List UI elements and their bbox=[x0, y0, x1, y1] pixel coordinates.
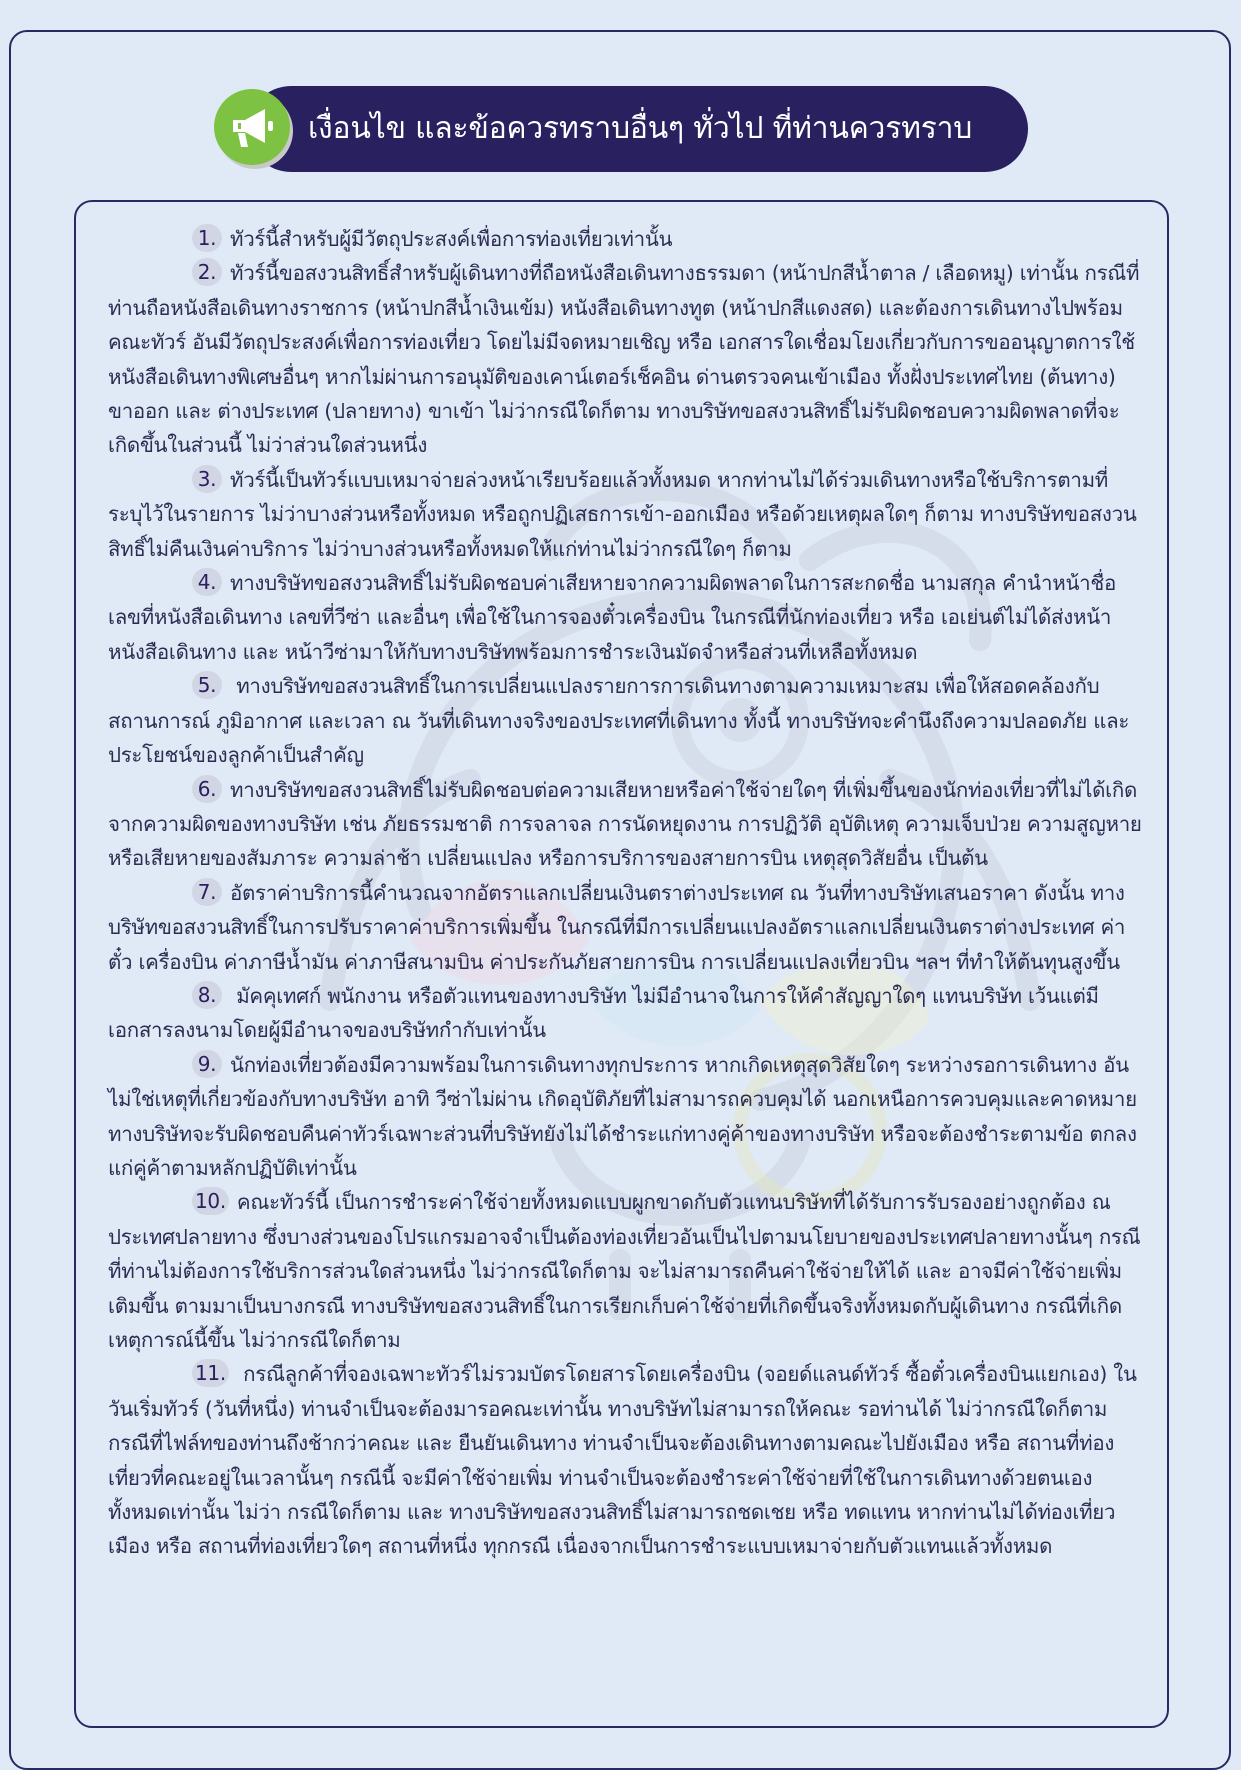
item-text: ทางบริษัทขอสงวนสิทธิ์ในการเปลี่ยนแปลงรายการการเดินทางตามความเหมาะสม เพื่อให้สอดคล้องกับ สถานการณ์ ภูมิอากาศ และเวลา ณ วันที่เดินทางจริงของประเทศที่เดินทาง ทั้งนี้ ทางบริษัทจะคำนึงถึงความปลอดภัย และ ประโยชน์ของลูกค้าเป็นสำคัญ bbox=[108, 674, 1130, 768]
item-text: คณะทัวร์นี้ เป็นการชำระค่าใช้จ่ายทั้งหมดแบบผูกขาดกับตัวแทนบริษัทที่ได้รับการรับรองอย่างถูกต้อง ณ ประเทศปลายทาง ซึ่งบางส่วนของโปรแกรมอาจจำเป็นต้องท่องเที่ยวอันเป็นไปตามนโยบายของประเทศปลายทางนั้นๆ กรณีที่ท่านไม่ต้องการใช้บริการส่วนใดส่วนหนึ่ง ไม่ว่ากรณีใดก็ตาม จะไม่สามารถคืนค่าใช้จ่ายให้ได้ และ อาจมีค่าใช้จ่ายเพิ่มเติมขึ้น ตามมาเป็นบางกรณี ทางบริษัทขอสงวนสิทธิ์ในการเรียกเก็บค่าใช้จ่ายที่เกิดขึ้นจริงทั้งหมดกับผู้เดินทาง กรณีที่เกิดเหตุการณ์นี้ขึ้น ไม่ว่ากรณีใดก็ตาม bbox=[108, 1190, 1141, 1352]
list-item bbox=[108, 1185, 1142, 1357]
list-item bbox=[108, 669, 1142, 772]
item-number: 9. bbox=[192, 1050, 222, 1078]
item-text: นักท่องเที่ยวต้องมีความพร้อมในการเดินทางทุกประการ หากเกิดเหตุสุดวิสัยใดๆ ระหว่างรอการเดินทาง อันไม่ใช่เหตุที่เกี่ยวข้องกับทางบริษัท อาทิ วีซ่าไม่ผ่าน เกิดอุบัติภัยที่ไม่สามารถควบคุมได้ นอกเหนือการควบคุมและคาดหมาย ทางบริษัทจะรับผิดชอบคืนค่าทัวร์เฉพาะส่วนที่บริษัทยังไม่ได้ชำระแก่ทางคู่ค้าของทางบริษัท หรือจะต้องชำระตามข้อ ตกลงแก่คู่ค้าตามหลักปฏิบัติเท่านั้น bbox=[108, 1052, 1137, 1180]
item-text: ทางบริษัทขอสงวนสิทธิ์ไม่รับผิดชอบต่อความเสียหายหรือค่าใช้จ่ายใดๆ ที่เพิ่มขึ้นของนักท่องเที่ยวที่ไม่ได้เกิดจากความผิดของทางบริษัท เช่น ภัยธรรมชาติ การจลาจล การนัดหยุดงาน การปฏิวัติ อุบัติเหตุ ความเจ็บป่วย ความสูญหายหรือเสียหายของสัมภาระ ความล่าช้า เปลี่ยนแปลง หรือการบริการของสายการบิน เหตุสุดวิสัยอื่น เป็นต้น bbox=[108, 777, 1142, 871]
item-number: 6. bbox=[192, 775, 222, 803]
list-item bbox=[108, 222, 1142, 256]
item-text: อัตราค่าบริการนี้คำนวณจากอัตราแลกเปลี่ยนเงินตราต่างประเทศ ณ วันที่ทางบริษัทเสนอราคา ดังนั้น ทางบริษัทขอสงวนสิทธิ์ในการปรับราคาค่าบริการเพิ่มขึ้น ในกรณีที่มีการเปลี่ยนแปลงอัตราแลกเปลี่ยนเงินตราต่างประเทศ ค่าตั๋ว เครื่องบิน ค่าภาษีน้ำมัน ค่าภาษีสนามบิน ค่าประกันภัยสายการบิน การเปลี่ยนแปลงเที่ยวบิน ฯลฯ ที่ทำให้ต้นทุนสูงขึ้น bbox=[108, 880, 1126, 974]
item-text: ทัวร์นี้ขอสงวนสิทธิ์สำหรับผู้เดินทางที่ถือหนังสือเดินทางธรรมดา (หน้าปกสีน้ำตาล / เลือดหมู) เท่านั้น กรณีที่ท่านถือหนังสือเดินทางราชการ (หน้าปกสีน้ำเงินเข้ม) หนังสือเดินทางทูต (หน้าปกสีแดงสด) และต้องการเดินทางไปพร้อมคณะทัวร์ อันมีวัตถุประสงค์เพื่อการท่องเที่ยว โดยไม่มีจดหมายเชิญ หรือ เอกสารใดเชื่อมโยงเกี่ยวกับการขออนุญาตการใช้หนังสือเดินทางพิเศษอื่นๆ หากไม่ผ่านการอนุมัติของเคาน์เตอร์เช็คอิน ด่านตรวจคนเข้าเมือง ทั้งฝั่งประเทศไทย (ต้นทาง) ขาออก และ ต่างประเทศ (ปลายทาง) ขาเข้า ไม่ว่ากรณีใดก็ตาม ทางบริษัทขอสงวนสิทธิ์ไม่รับผิดชอบความผิดพลาดที่จะเกิดขึ้นในส่วนนี้ ไม่ว่าส่วนใดส่วนหนึ่ง bbox=[108, 261, 1140, 458]
item-text: ทัวร์นี้เป็นทัวร์แบบเหมาจ่ายล่วงหน้าเรียบร้อยแล้วทั้งหมด หากท่านไม่ได้ร่วมเดินทางหรือใช้บริการตามที่ระบุไว้ในรายการ ไม่ว่าบางส่วนหรือทั้งหมด หรือถูกปฏิเสธการเข้า-ออกเมือง หรือด้วยเหตุผลใดๆ ก็ตาม ทางบริษัทขอสงวนสิทธิ์ไม่คืนเงินค่าบริการ ไม่ว่าบางส่วนหรือทั้งหมดให้แก่ท่านไม่ว่ากรณีใดๆ ก็ตาม bbox=[108, 467, 1137, 561]
list-item bbox=[108, 1357, 1142, 1563]
list-item bbox=[108, 463, 1142, 566]
item-text: กรณีลูกค้าที่จองเฉพาะทัวร์ไม่รวมบัตรโดยสารโดยเครื่องบิน (จอยด์แลนด์ทัวร์ ซื้อตั๋วเครื่องบินแยกเอง) ในวันเริ่มทัวร์ (วันที่หนึ่ง) ท่านจำเป็นจะต้องมารอคณะเท่านั้น ทางบริษัทไม่สามารถให้คณะ รอท่านได้ ไม่ว่ากรณีใดก็ตาม กรณีที่ไฟล์ทของท่านถึงช้ากว่าคณะ และ ยืนยันเดินทาง ท่านจำเป็นจะต้องเดินทางตามคณะไปยังเมือง หรือ สถานที่ท่องเที่ยวที่คณะอยู่ในเวลานั้นๆ กรณีนี้ จะมีค่าใช้จ่ายเพิ่ม ท่านจำเป็นจะต้องชำระค่าใช้จ่ายที่ใช้ในการเดินทางด้วยตนเองทั้งหมดเท่านั้น ไม่ว่า กรณีใดก็ตาม และ ทางบริษัทขอสงวนสิทธิ์ไม่สามารถชดเชย หรือ ทดแทน หากท่านไม่ได้ท่องเที่ยวเมือง หรือ สถานที่ท่องเที่ยวใดๆ สถานที่หนึ่ง ทุกกรณี เนื่องจากเป็นการชำระแบบเหมาจ่ายกับตัวแทนแล้วทั้งหมด bbox=[108, 1362, 1137, 1559]
list-item bbox=[108, 256, 1142, 462]
item-number: 8. bbox=[192, 981, 222, 1009]
list-item bbox=[108, 876, 1142, 979]
item-number: 4. bbox=[192, 568, 222, 596]
item-number: 1. bbox=[192, 224, 222, 252]
list-item bbox=[108, 566, 1142, 669]
item-number: 2. bbox=[192, 258, 222, 286]
terms-list bbox=[108, 222, 1142, 1564]
item-number: 11. bbox=[192, 1359, 229, 1387]
item-number: 10. bbox=[192, 1187, 229, 1215]
list-item bbox=[108, 773, 1142, 876]
megaphone-icon bbox=[227, 103, 277, 151]
item-text: ทัวร์นี้สำหรับผู้มีวัตถุประสงค์เพื่อการท่องเที่ยวเท่านั้น bbox=[230, 227, 673, 251]
page-title: เงื่อนไข และข้อควรทราบอื่นๆ ทั่วไป ที่ท่านควรทราบ bbox=[308, 111, 973, 146]
list-item bbox=[108, 1048, 1142, 1186]
title-badge bbox=[214, 89, 290, 165]
item-number: 7. bbox=[192, 878, 222, 906]
list-item bbox=[108, 979, 1142, 1048]
item-text: ทางบริษัทขอสงวนสิทธิ์ไม่รับผิดชอบค่าเสียหายจากความผิดพลาดในการสะกดชื่อ นามสกุล คำนำหน้าชื่อ เลขที่หนังสือเดินทาง เลขที่วีซ่า และอื่นๆ เพื่อใช้ในการจองตั๋วเครื่องบิน ในกรณีที่นักท่องเที่ยว หรือ เอเย่นต์ไม่ได้ส่งหน้าหนังสือเดินทาง และ หน้าวีซ่ามาให้กับทางบริษัทพร้อมการชำระเงินมัดจำหรือส่วนที่เหลือทั้งหมด bbox=[108, 571, 1117, 664]
item-text: มัคคุเทศก์ พนักงาน หรือตัวแทนของทางบริษัท ไม่มีอำนาจในการให้คำสัญญาใดๆ แทนบริษัท เว้นแต่มีเอกสารลงนามโดยผู้มีอำนาจของบริษัทกำกับเท่านั้น bbox=[108, 983, 1099, 1043]
item-number: 5. bbox=[192, 671, 222, 699]
item-number: 3. bbox=[192, 465, 222, 493]
